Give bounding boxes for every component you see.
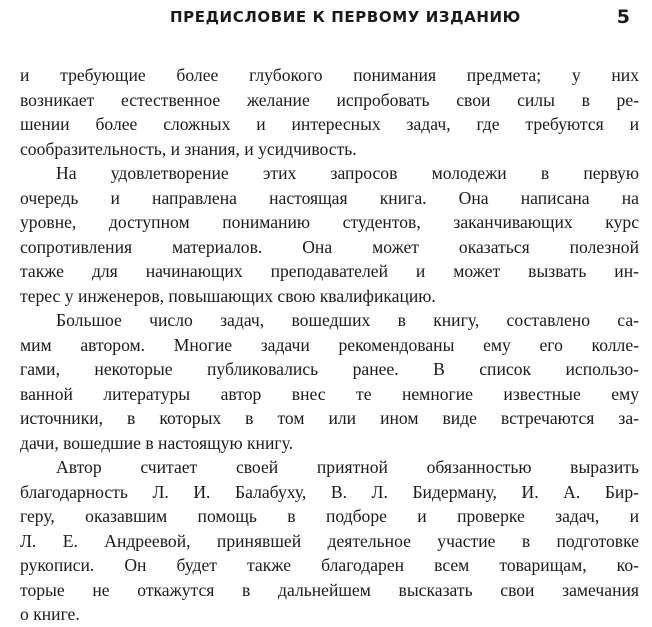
text-line: сообразительность, и знания, и усидчивость. [20, 138, 357, 159]
text-line: также для начинающих преподавателей и может вызвать ин- [20, 261, 639, 281]
text-line: источники, в которых в том или ином виде встречаются за- [20, 408, 639, 428]
text-line: возникает естественное желание испробовать свои силы в ре- [20, 89, 639, 110]
text-line: очередь и направлена настоящая книга. Она написана на [20, 187, 639, 208]
text-line: ванной литературы автор внес те немногие известные ему [20, 383, 639, 404]
text-line: о книге. [20, 604, 80, 624]
text-line: рукописи. Он будет также благодарен всем товарищам, ко- [20, 555, 639, 575]
text-line: геру, оказавшим помощь в подборе и проверке задач, и [20, 506, 639, 526]
text-line: шении более сложных и интересных задач, где требуются и [20, 114, 639, 134]
text-line: дачи, вошедшие в настоящую книгу. [20, 432, 294, 453]
text-line: Л. Е. Андреевой, принявшей деятельное участие в подготовке [20, 530, 639, 551]
text-line: Большое число задач, вошедших в книгу, составлено са- [56, 310, 639, 330]
running-title: ПРЕДИСЛОВИЕ К ПЕРВОМУ ИЗДАНИЮ [170, 8, 521, 26]
text-line: На удовлетворение этих запросов молодежи в первую [56, 163, 639, 183]
text-line: и требующие более глубокого понимания предмета; у них [20, 65, 639, 85]
page-number: 5 [616, 6, 630, 28]
text-line: уровне, доступном пониманию студентов, заканчивающих курс [20, 212, 639, 232]
text-line: сопротивления материалов. Она может оказаться полезной [20, 236, 639, 257]
text-line: гами, некоторые публиковались ранее. В список использо- [20, 359, 639, 379]
body-text [20, 63, 639, 627]
text-line: Автор считает своей приятной обязанностью выразить [56, 457, 639, 477]
text-line: терес у инженеров, повышающих свою квалификацию. [20, 285, 436, 306]
text-line: благодарность Л. И. Балабуху, В. Л. Бидерману, И. А. Бир- [20, 481, 639, 502]
page-header [22, 8, 630, 34]
text-line: торые не откажутся в дальнейшем высказать свои замечания [20, 579, 639, 600]
text-line: мим автором. Многие задачи рекомендованы ему его колле- [20, 334, 639, 355]
